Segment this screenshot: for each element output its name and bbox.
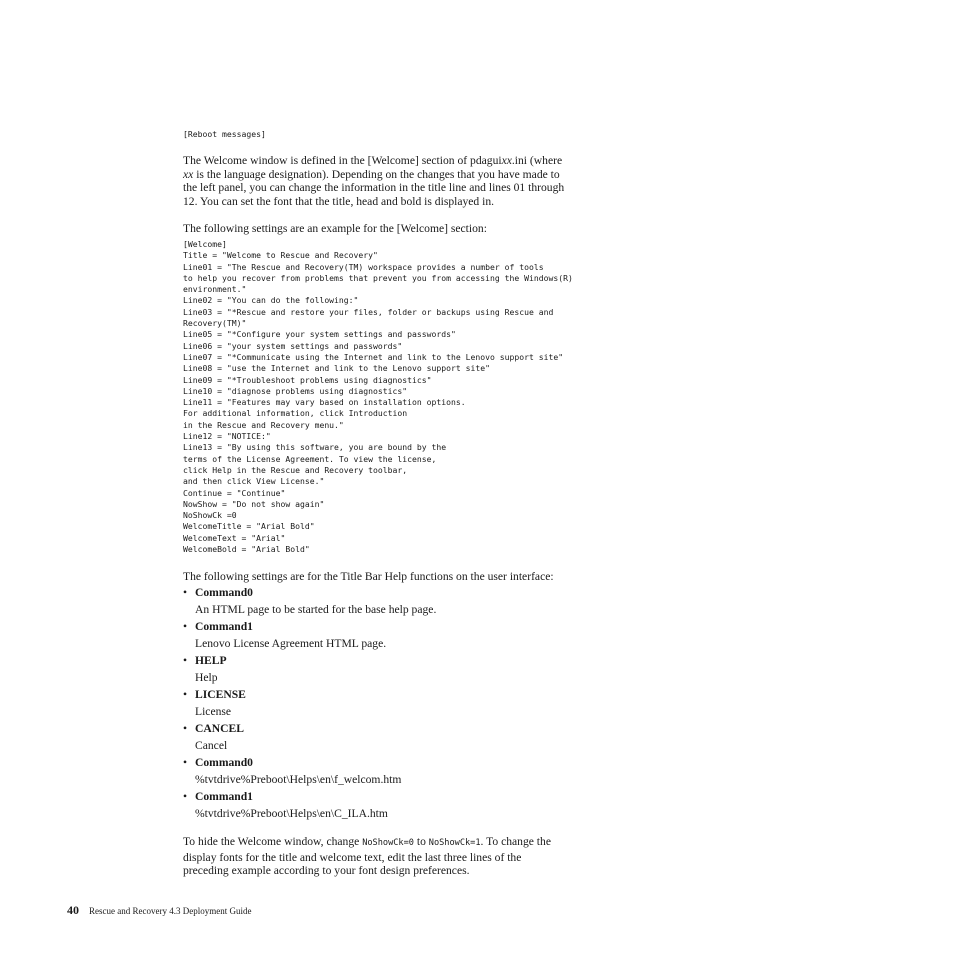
- help-settings-list: [183, 586, 623, 824]
- code-line: Line11 = "Features may vary based on installation options.: [183, 397, 466, 408]
- code-line: Continue = "Continue": [183, 487, 286, 498]
- closing-text: to: [413, 835, 429, 848]
- code-line: Line01 = "The Rescue and Recovery(TM) workspace provides a number of tools: [183, 261, 544, 272]
- inline-code-noshowck0: NoShowCk=0: [362, 838, 414, 848]
- list-item: [183, 620, 623, 637]
- page-number: 40: [67, 903, 79, 917]
- code-line: WelcomeTitle = "Arial Bold": [183, 521, 315, 532]
- list-item-description: Help: [195, 671, 218, 684]
- code-line: Line13 = "By using this software, you are bound by the: [183, 442, 447, 453]
- welcome-code-block: [183, 239, 573, 555]
- list-item-term: CANCEL: [195, 722, 244, 735]
- list-item-description: An HTML page to be started for the base help page.: [195, 603, 437, 616]
- bullet-icon: •: [183, 654, 188, 667]
- code-line: Line12 = "NOTICE:": [183, 431, 271, 442]
- code-line: NowShow = "Do not show again": [183, 498, 325, 509]
- closing-line-3: preceding example according to your font design preferences.: [183, 864, 470, 878]
- intro-line-3: the left panel, you can change the information in the title line and lines 01 through: [183, 181, 565, 195]
- list-item: [183, 722, 623, 739]
- list-item: [183, 688, 623, 705]
- list-item: [183, 790, 623, 807]
- code-line: Title = "Welcome to Rescue and Recovery": [183, 250, 378, 261]
- code-line: Line05 = "*Configure your system settings and passwords": [183, 329, 456, 340]
- code-line: WelcomeBold = "Arial Bold": [183, 544, 310, 555]
- list-item-term: Command1: [195, 620, 253, 633]
- code-line: terms of the License Agreement. To view the license,: [183, 453, 437, 464]
- closing-text: . To change the: [480, 835, 551, 848]
- bullet-icon: •: [183, 722, 188, 735]
- list-item-term: LICENSE: [195, 688, 246, 701]
- footer-doc-title: Rescue and Recovery 4.3 Deployment Guide: [89, 906, 252, 916]
- intro-line-4: 12. You can set the font that the title, head and bold is displayed in.: [183, 194, 495, 208]
- intro-text: .ini (where: [511, 154, 563, 167]
- list-item-term: Command1: [195, 790, 253, 803]
- bullet-icon: •: [183, 790, 188, 803]
- code-line: environment.": [183, 284, 247, 295]
- code-line: NoShowCk =0: [183, 510, 237, 521]
- closing-line-1: [183, 835, 623, 851]
- code-line: click Help in the Rescue and Recovery toolbar,: [183, 464, 408, 475]
- welcome-intro-paragraph: [183, 154, 623, 208]
- code-line: Line10 = "diagnose problems using diagnostics": [183, 385, 408, 396]
- list-item-description: License: [195, 705, 232, 718]
- list-item: [183, 586, 623, 603]
- code-line: Line07 = "*Communicate using the Internet and link to the Lenovo support site": [183, 351, 564, 362]
- reboot-messages-heading: [Reboot messages]: [183, 129, 266, 139]
- code-line: to help you recover from problems that prevent you from accessing the Windows(R): [183, 272, 573, 283]
- code-line: For additional information, click Introduction: [183, 408, 408, 419]
- bullet-icon: •: [183, 620, 188, 633]
- closing-text: To hide the Welcome window, change: [183, 835, 363, 848]
- code-line: Line09 = "*Troubleshoot problems using diagnostics": [183, 374, 432, 385]
- bullet-icon: •: [183, 756, 188, 769]
- code-line: Line08 = "use the Internet and link to the Lenovo support site": [183, 363, 490, 374]
- list-item-description: %tvtdrive%Preboot\Helps\en\C_ILA.htm: [195, 807, 388, 820]
- code-line: Line03 = "*Rescue and restore your files, folder or backups using Rescue and: [183, 306, 554, 317]
- intro-line-1: [183, 154, 623, 168]
- page-footer: [67, 901, 251, 919]
- intro-italic-xx: xx: [501, 154, 512, 167]
- intro-line-2: [183, 168, 623, 182]
- list-item-term: HELP: [195, 654, 227, 667]
- code-line: Recovery(TM)": [183, 318, 247, 329]
- intro-text: is the language designation). Depending on the changes that you have made to: [193, 167, 560, 181]
- help-intro: The following settings are for the Title Bar Help functions on the user interface:: [183, 570, 554, 583]
- example-intro: The following settings are an example for the [Welcome] section:: [183, 222, 487, 235]
- list-item-description: Cancel: [195, 739, 228, 752]
- code-line: and then click View License.": [183, 476, 325, 487]
- code-line: Line02 = "You can do the following:": [183, 295, 359, 306]
- list-item-term: Command0: [195, 756, 253, 769]
- list-item-description: %tvtdrive%Preboot\Helps\en\f_welcom.htm: [195, 773, 402, 786]
- code-line: [Welcome]: [183, 239, 227, 249]
- bullet-icon: •: [183, 586, 188, 599]
- code-line: Line06 = "your system settings and passwords": [183, 340, 403, 351]
- list-item-description: Lenovo License Agreement HTML page.: [195, 637, 387, 650]
- bullet-icon: •: [183, 688, 188, 701]
- list-item: [183, 654, 623, 671]
- code-line: WelcomeText = "Arial": [183, 532, 286, 543]
- closing-paragraph: [183, 835, 623, 878]
- inline-code-noshowck1: NoShowCk=1: [428, 838, 481, 848]
- code-line: in the Rescue and Recovery menu.": [183, 419, 344, 430]
- list-item-term: Command0: [195, 586, 253, 599]
- closing-line-2: display fonts for the title and welcome text, edit the last three lines of the: [183, 850, 522, 864]
- intro-text: The Welcome window is defined in the [Welcome] section of pdagui: [183, 154, 502, 167]
- list-item: [183, 756, 623, 773]
- intro-italic-xx: xx: [183, 167, 194, 181]
